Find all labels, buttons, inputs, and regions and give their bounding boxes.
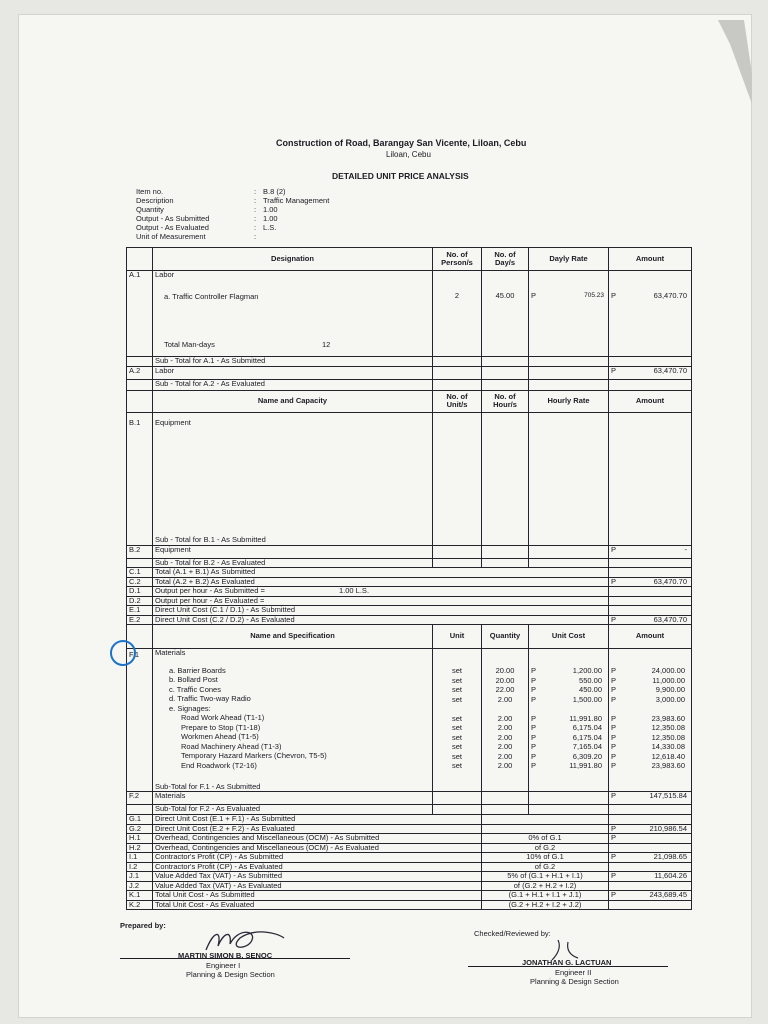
- summary-label: Contractor's Profit (CP) - As Submitted: [153, 853, 482, 863]
- summary-label: Direct Unit Cost (E.2 + F.2) - As Evaluated: [153, 824, 482, 834]
- summary-label-cell: [153, 587, 609, 597]
- amount-header: Amount: [609, 390, 692, 412]
- material-name: d. Traffic Two-way Radio: [169, 694, 251, 703]
- material-name: Temporary Hazard Markers (Chevron, T5-5): [181, 751, 327, 760]
- prepared-dept: Planning & Design Section: [186, 970, 275, 979]
- materials-section-label: Materials: [155, 648, 186, 657]
- summary-label: Direct Unit Cost (C.2 / D.2) - As Evaluated: [153, 615, 609, 625]
- summary-code: E.2: [127, 615, 153, 625]
- summary-code: C.2: [127, 577, 153, 587]
- equipment-evaluated-row: [127, 558, 692, 568]
- summary-row: [127, 615, 692, 625]
- labor-section-label: Labor: [155, 270, 175, 279]
- code-cell: [127, 357, 153, 367]
- subtotal-a1-value: 63,470.70: [653, 366, 687, 375]
- summary-formula: 5% of (G.1 + H.1 + I.1): [482, 872, 609, 882]
- unit-cost-header: Unit Cost: [529, 625, 609, 649]
- summary-formula: (G.1 + H.1 + I.1 + J.1): [482, 891, 609, 901]
- summary-formula: (G.2 + H.2 + I.2 + J.2): [482, 900, 609, 910]
- summary-row: K.1 Total Unit Cost - As Submitted (G.1 + H.1 + I.1 + J.1) P 243,689.45: [127, 891, 692, 901]
- labor-header-row: [127, 248, 692, 271]
- days-header: No. of Day/s: [482, 248, 529, 271]
- summary-label: Direct Unit Cost (E.1 + F.1) - As Submitted: [153, 815, 482, 825]
- subtotal-b1-label: Sub - Total for B.1 - As Submitted: [155, 535, 266, 544]
- summary-code: D.1: [127, 587, 153, 597]
- material-name: Workmen Ahead (T1-5): [181, 732, 259, 741]
- summary-label: Contractor's Profit (CP) - As Evaluated: [153, 862, 482, 872]
- currency: P: [611, 291, 617, 300]
- equipment-section-label: Equipment: [155, 417, 191, 427]
- section-code: F.2: [127, 792, 153, 805]
- item-info-values: [263, 187, 329, 232]
- summary-label: Direct Unit Cost (C.1 / D.1) - As Submitted: [153, 606, 609, 616]
- prepared-by-label: Prepared by:: [120, 921, 166, 930]
- amount-header: Amount: [609, 248, 692, 271]
- unit-header: Unit: [433, 625, 482, 649]
- hourly-rate-header: Hourly Rate: [529, 390, 609, 412]
- summary-label: Total (A.2 + B.2) As Evaluated: [153, 577, 609, 587]
- summary-label: Value Added Tax (VAT) - As Evaluated: [153, 881, 482, 891]
- equipment-row: [127, 412, 692, 545]
- material-quantities: 20.00 20.00 22.00 2.00 2.00 2.00 2.00 2.00 2.00 2.00: [482, 649, 529, 792]
- material-units: set set set set set set set set set set: [433, 649, 482, 792]
- summary-row: G.2 Direct Unit Cost (E.2 + F.2) - As Evaluated P 210,986.54: [127, 824, 692, 834]
- labor-a2-row: [127, 366, 692, 379]
- item-info-value: B.8 (2): [263, 187, 286, 196]
- summary-value-cell: P 63,470.70: [609, 577, 692, 587]
- labor-evaluated-row: [127, 379, 692, 390]
- item-info-labels: [136, 187, 209, 241]
- summary-label: Overhead, Contingencies and Miscellaneous (OCM) - As Submitted: [153, 834, 482, 844]
- material-name: Road Machinery Ahead (T1-3): [181, 741, 282, 751]
- materials-row: [127, 649, 692, 792]
- item-info-label: Output - As Submitted: [136, 214, 210, 223]
- materials-header-row: [127, 625, 692, 649]
- total-man-days-label: Total Man-days: [164, 340, 215, 349]
- f2-value: 147,515.84: [649, 791, 687, 800]
- item-info-value: L.S.: [263, 223, 277, 232]
- checked-dept: Planning & Design Section: [530, 977, 619, 986]
- b2-value: -: [684, 545, 687, 554]
- subtotal-b2-label: Sub - Total for B.2 - As Evaluated: [153, 558, 433, 568]
- summary-formula: 0% of G.1: [482, 834, 609, 844]
- checked-by-label: Checked/Reviewed by:: [474, 929, 551, 938]
- name-capacity-header: Name and Capacity: [153, 390, 433, 412]
- total-man-days-value: 12: [322, 340, 331, 349]
- summary-row: [127, 577, 692, 587]
- summary-row: G.1 Direct Unit Cost (E.1 + F.1) - As Submitted: [127, 815, 692, 825]
- persons-header: No. of Person/s: [433, 248, 482, 271]
- summary-value: 11,604.26: [654, 871, 687, 880]
- materials-evaluated-row: [127, 805, 692, 815]
- labor-amount: 63,470.70: [653, 291, 687, 300]
- material-unit-costs: P 1,200.00 P 550.00 P 450.00 P 1,500.00 P 11,991.80 P 6,175.04 P 6,175.04 P 7,165.04 P 6,309.20 P 11,991.80: [529, 649, 609, 792]
- item-info-label: Output - As Evaluated: [136, 223, 209, 232]
- summary-formula: of G.2: [482, 843, 609, 853]
- summary-value: 210,986.54: [649, 824, 687, 833]
- materials-f2-label: Materials: [153, 792, 433, 805]
- labor-row: [127, 271, 692, 357]
- equipment-cell: [153, 412, 433, 545]
- summary-extra: 1.00 L.S.: [339, 586, 370, 595]
- summary-formula: 10% of G.1: [482, 853, 609, 863]
- item-info-label: Unit of Measurement: [136, 232, 206, 241]
- code-cell: [127, 248, 153, 271]
- designation-header: Designation: [153, 248, 433, 271]
- item-info-label: Quantity: [136, 205, 164, 214]
- quantity-header: Quantity: [482, 625, 529, 649]
- labor-persons: 2: [433, 271, 482, 357]
- labor-days: 45.00: [482, 271, 529, 357]
- summary-label: Total Unit Cost - As Evaluated: [153, 900, 482, 910]
- summary-row: J.2 Value Added Tax (VAT) - As Evaluated of (G.2 + H.2 + I.2): [127, 881, 692, 891]
- amount-header: Amount: [609, 625, 692, 649]
- summary-formula: of G.2: [482, 862, 609, 872]
- summary-formula: of (G.2 + H.2 + I.2): [482, 881, 609, 891]
- materials-cell: [153, 649, 433, 792]
- summary-value-cell: P 63,470.70: [609, 615, 692, 625]
- section-code: F.1: [127, 649, 153, 792]
- summary-row: [127, 587, 692, 597]
- materials-f2-row: [127, 792, 692, 805]
- summary-value: 63,470.70: [653, 615, 687, 624]
- subtotal-a2-label: Sub - Total for A.2 - As Evaluated: [153, 379, 433, 390]
- summary-label: Value Added Tax (VAT) - As Submitted: [153, 872, 482, 882]
- summary-row: H.2 Overhead, Contingencies and Miscellaneous (OCM) - As Evaluated of G.2: [127, 843, 692, 853]
- summary-row: [127, 606, 692, 616]
- summary-row: [127, 568, 692, 578]
- summary-row: I.1 Contractor's Profit (CP) - As Submitted 10% of G.1 P 21,098.65: [127, 853, 692, 863]
- summary-label: Total (A.1 + B.1) As Submitted: [153, 568, 609, 578]
- b2-cell: P -: [609, 545, 692, 558]
- unit-price-table: [126, 247, 692, 910]
- material-name: b. Bollard Post: [169, 675, 218, 684]
- item-info-value: 1.00: [263, 205, 278, 214]
- subtotal-a1-label: Sub - Total for A.1 - As Submitted: [153, 357, 433, 367]
- equipment-b2-row: [127, 545, 692, 558]
- summary-value: 63,470.70: [653, 577, 687, 586]
- summary-row: J.1 Value Added Tax (VAT) - As Submitted 5% of (G.1 + H.1 + I.1) P 11,604.26: [127, 872, 692, 882]
- summary-row: H.1 Overhead, Contingencies and Miscellaneous (OCM) - As Submitted 0% of G.1 P: [127, 834, 692, 844]
- item-info-colons: : : : : : :: [254, 187, 257, 241]
- document-location: Liloan, Cebu: [386, 150, 431, 159]
- f2-cell: P 147,515.84: [609, 792, 692, 805]
- summary-code: D.2: [127, 596, 153, 606]
- prepared-name: MARTIN SIMON B. SENOC: [178, 951, 273, 960]
- item-info-label: Item no.: [136, 187, 164, 196]
- equipment-header-row: [127, 390, 692, 412]
- name-spec-header: Name and Specification: [153, 625, 433, 649]
- ink-circle-annotation: [110, 640, 136, 666]
- summary-code: C.1: [127, 568, 153, 578]
- material-name: c. Traffic Cones: [169, 684, 221, 694]
- subtotal-f1-label: Sub-Total for F.1 - As Submitted: [155, 781, 261, 791]
- subtotal-a1-cell: P 63,470.70: [609, 366, 692, 379]
- materials-names: [155, 667, 430, 772]
- item-info-value: Traffic Management: [263, 196, 330, 205]
- summary-value: 243,689.45: [649, 890, 687, 899]
- subtotal-f2-label: Sub-Total for F.2 - As Evaluated: [153, 805, 433, 815]
- checked-title: Engineer II: [555, 968, 592, 977]
- checked-name: JONATHAN G. LACTUAN: [522, 958, 612, 967]
- summary-label: Output per hour - As Evaluated =: [153, 596, 609, 606]
- prepared-title: Engineer I: [206, 961, 241, 970]
- labor-item-name: a. Traffic Controller Flagman: [164, 291, 259, 301]
- material-name: a. Barrier Boards: [169, 665, 226, 675]
- item-info-label: Description: [136, 196, 174, 205]
- summary-label: Output per hour - As Submitted =: [155, 586, 265, 595]
- labor-amount-cell: [609, 271, 692, 357]
- section-code: B.1: [127, 412, 153, 545]
- item-info-value: 1.00: [263, 214, 278, 223]
- material-name: Prepare to Stop (T1-18): [181, 722, 261, 732]
- material-name: e. Signages:: [169, 703, 211, 713]
- material-name: Road Work Ahead (T1-1): [181, 713, 265, 722]
- section-code: A.2: [127, 366, 153, 379]
- labor-rate-cell: [529, 271, 609, 357]
- document-title: Construction of Road, Barangay San Vicente, Liloan, Cebu: [276, 138, 527, 148]
- hours-header: No. of Hour/s: [482, 390, 529, 412]
- summary-label: Total Unit Cost - As Submitted: [153, 891, 482, 901]
- units-header: No. of Unit/s: [433, 390, 482, 412]
- labor-subtotal-row: [127, 357, 692, 367]
- summary-row: [127, 596, 692, 606]
- summary-label: Overhead, Contingencies and Miscellaneous (OCM) - As Evaluated: [153, 843, 482, 853]
- labor-rate: 705.23: [584, 292, 604, 299]
- rate-header: Dayly Rate: [529, 248, 609, 271]
- section-code: A.1: [127, 271, 153, 357]
- summary-row: K.2 Total Unit Cost - As Evaluated (G.2 + H.2 + I.2 + J.2): [127, 900, 692, 910]
- summary-row: I.2 Contractor's Profit (CP) - As Evaluated of G.2: [127, 862, 692, 872]
- labor-cell: [153, 271, 433, 357]
- material-name: End Roadwork (T2-16): [181, 760, 257, 770]
- summary-value: 21,098.65: [653, 852, 687, 861]
- section-code: B.2: [127, 545, 153, 558]
- material-amounts: P 24,000.00 P 11,000.00 P 9,900.00 P 3,000.00 P 23,983.60 P 12,350.08 P 12,350.08 P 14,330.08 P 12,618.40 P 23,983.60: [609, 649, 692, 792]
- labor-a2-label: Labor: [153, 366, 433, 379]
- equipment-b2-label: Equipment: [153, 545, 433, 558]
- analysis-heading: DETAILED UNIT PRICE ANALYSIS: [332, 171, 469, 181]
- currency: P: [531, 291, 537, 300]
- total-man-days: [164, 341, 430, 350]
- summary-code: E.1: [127, 606, 153, 616]
